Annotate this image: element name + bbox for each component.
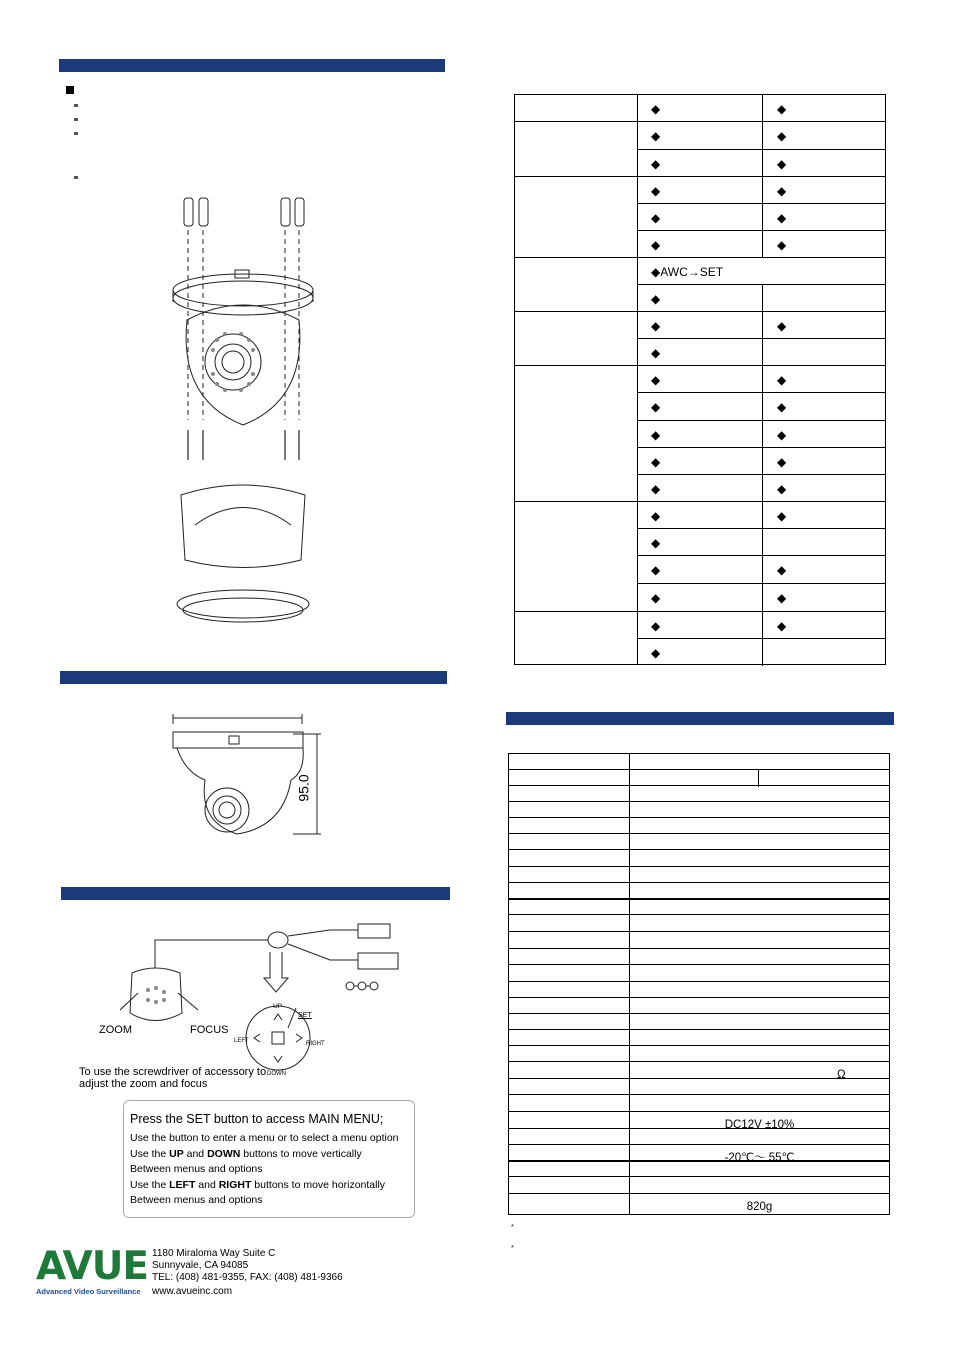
menu-option-cell: ◆	[651, 373, 661, 387]
menu-col-divider	[762, 421, 763, 448]
menu-col-divider	[762, 312, 763, 339]
menu-row-divider	[637, 474, 885, 475]
menu-col-divider	[762, 177, 763, 204]
menu-row-divider	[515, 176, 885, 177]
installation-header-bar	[59, 59, 445, 72]
menu-option-cell: ◆	[777, 211, 787, 225]
section-bullet	[66, 86, 74, 94]
spec-row-divider	[509, 1029, 889, 1030]
menu-col-divider	[762, 150, 763, 177]
menu-option-cell: ◆	[777, 400, 787, 414]
menu-option-cell: ◆	[777, 563, 787, 577]
spec-row-divider	[509, 1094, 889, 1095]
osd-note-line: Between menus and options	[130, 1194, 263, 1206]
spec-row-divider	[509, 1078, 889, 1079]
osd-note-line: Use the LEFT and RIGHT buttons to move horizontally	[130, 1178, 386, 1191]
menu-option-cell: ◆	[651, 455, 661, 469]
menu-option-cell: ◆	[651, 238, 661, 252]
spec-row-divider	[509, 1013, 889, 1014]
menu-option-cell: ◆	[651, 292, 661, 306]
screwdriver-instruction: To use the screwdriver of accessory to adjust the zoom and focus	[79, 1066, 267, 1090]
spec-row-divider	[509, 997, 889, 998]
menu-option-cell: ◆	[777, 455, 787, 469]
osd-note-line: Use the UP and DOWN buttons to move vertically	[130, 1147, 362, 1160]
spec-weight-value: 820g	[746, 1201, 773, 1213]
spec-row-divider	[509, 833, 889, 834]
spec-row-divider	[509, 1193, 889, 1194]
zoom-label: ZOOM	[99, 1024, 132, 1036]
focus-label: FOCUS	[190, 1024, 229, 1036]
menu-option-cell: ◆AWC→SET	[651, 265, 724, 279]
menu-row-divider	[515, 365, 885, 366]
menu-col-divider	[762, 502, 763, 529]
menu-col-divider	[762, 393, 763, 421]
spec-row-divider	[509, 882, 889, 883]
footnote-marker: *	[511, 1245, 514, 1252]
menu-option-cell: ◆	[651, 184, 661, 198]
menu-option-cell: ◆	[651, 319, 661, 333]
menu-option-cell: ◆	[651, 102, 661, 116]
menu-row-divider	[637, 230, 885, 231]
spec-row-divider	[509, 914, 889, 915]
list-marker	[74, 176, 78, 179]
pad-left-label: LEFT	[234, 1038, 249, 1044]
menu-col-divider	[762, 366, 763, 393]
osd-note-line: Between menus and options	[130, 1163, 263, 1175]
spec-row-divider	[509, 1144, 889, 1145]
menu-row-divider	[637, 203, 885, 204]
pad-down-label: DOWN	[267, 1071, 286, 1077]
menu-row-divider	[637, 555, 885, 556]
spec-row-divider	[509, 817, 889, 818]
spec-row-divider	[509, 981, 889, 982]
menu-option-cell: ◆	[777, 238, 787, 252]
menu-option-cell: ◆	[777, 619, 787, 633]
menu-option-cell: ◆	[777, 509, 787, 523]
menu-col-divider	[762, 556, 763, 584]
menu-col-divider	[762, 475, 763, 502]
footer-address: 1180 Miraloma Way Suite C Sunnyvale, CA 94085 TEL: (408) 481-9355, FAX: (408) 481-9366 www.avueinc.com	[152, 1248, 343, 1297]
osd-note-line: Use the button to enter a menu or to select a menu option	[130, 1132, 399, 1144]
menu-row-divider	[515, 311, 885, 312]
menu-option-cell: ◆	[651, 157, 661, 171]
menu-option-cell: ◆	[651, 619, 661, 633]
menu-option-cell: ◆	[651, 536, 661, 550]
spec-row-divider	[509, 948, 889, 949]
spec-row-divider	[509, 1045, 889, 1046]
menu-row-divider	[637, 149, 885, 150]
menu-row-divider	[637, 638, 885, 639]
menu-col-divider	[637, 95, 638, 664]
spec-power-value: DC12V ±10%	[724, 1119, 795, 1131]
menu-col-divider	[762, 204, 763, 231]
menu-row-divider	[515, 257, 885, 258]
menu-option-cell: ◆	[777, 129, 787, 143]
menu-option-cell: ◆	[651, 129, 661, 143]
menu-option-cell: ◆	[651, 211, 661, 225]
osd-note-title: Press the SET button to access MAIN MENU;	[130, 1112, 384, 1126]
spec-row-divider	[509, 1061, 889, 1062]
spec-temperature-value: -20℃～ 55℃	[724, 1152, 795, 1164]
menu-row-divider	[515, 121, 885, 122]
menu-option-cell: ◆	[777, 184, 787, 198]
menu-col-divider	[762, 639, 763, 666]
menu-row-divider	[637, 420, 885, 421]
specifications-header-bar	[506, 712, 894, 725]
menu-option-cell: ◆	[777, 591, 787, 605]
menu-col-divider	[762, 448, 763, 475]
spec-row-divider	[509, 1111, 889, 1112]
menu-option-cell: ◆	[777, 157, 787, 171]
menu-option-cell: ◆	[777, 428, 787, 442]
logo-tagline: Advanced Video Surveillance	[36, 1287, 141, 1296]
avue-logo: AVUE	[36, 1244, 149, 1289]
menu-option-cell: ◆	[651, 400, 661, 414]
spec-ohm-symbol: Ω	[837, 1069, 846, 1081]
menu-option-cell: ◆	[651, 509, 661, 523]
menu-row-divider	[515, 611, 885, 612]
list-marker	[74, 132, 78, 135]
spec-row-divider	[509, 964, 889, 965]
menu-option-cell: ◆	[651, 646, 661, 660]
spec-sub-divider	[758, 770, 759, 787]
menu-option-cell: ◆	[777, 373, 787, 387]
menu-col-divider	[762, 612, 763, 639]
menu-row-divider	[637, 447, 885, 448]
osd-instructions-box	[123, 1100, 415, 1218]
spec-row-divider	[509, 769, 889, 770]
menu-option-cell: ◆	[651, 482, 661, 496]
menu-row-divider	[637, 583, 885, 584]
dimensions-header-bar	[60, 671, 447, 684]
mounting-exploded-drawing	[165, 190, 325, 630]
menu-col-divider	[762, 95, 763, 122]
menu-row-divider	[637, 338, 885, 339]
menu-col-divider	[762, 529, 763, 556]
spec-row-divider	[509, 898, 889, 900]
menu-option-cell: ◆	[651, 563, 661, 577]
pad-up-label: UP	[273, 1003, 283, 1010]
menu-option-cell: ◆	[777, 482, 787, 496]
menu-row-divider	[637, 392, 885, 393]
menu-option-cell: ◆	[777, 102, 787, 116]
specifications-table	[508, 753, 890, 1215]
menu-col-divider	[762, 231, 763, 258]
connection-diagram	[120, 918, 420, 1088]
menu-col-divider	[762, 584, 763, 612]
menu-col-divider	[762, 122, 763, 150]
menu-row-divider	[637, 284, 885, 285]
spec-row-divider	[509, 785, 889, 786]
spec-row-divider	[509, 1176, 889, 1177]
list-marker	[74, 104, 78, 107]
pad-set-label: SET	[298, 1012, 312, 1019]
spec-row-divider	[509, 801, 889, 802]
list-marker	[74, 118, 78, 121]
menu-col-divider	[762, 285, 763, 312]
pad-right-label: RIGHT	[306, 1041, 325, 1047]
menu-option-cell: ◆	[777, 319, 787, 333]
menu-option-cell: ◆	[651, 346, 661, 360]
osd-menu-table	[514, 94, 886, 665]
spec-row-divider	[509, 849, 889, 850]
menu-col-divider	[762, 339, 763, 366]
spec-row-divider	[509, 931, 889, 932]
spec-col-divider	[629, 754, 630, 1214]
menu-option-cell: ◆	[651, 428, 661, 442]
footnote-marker: *	[511, 1224, 514, 1231]
menu-option-cell: ◆	[651, 591, 661, 605]
menu-row-divider	[515, 501, 885, 502]
spec-row-divider	[509, 866, 889, 867]
menu-row-divider	[637, 528, 885, 529]
height-dimension-label: 95.0	[295, 774, 312, 802]
connection-header-bar	[61, 887, 450, 900]
